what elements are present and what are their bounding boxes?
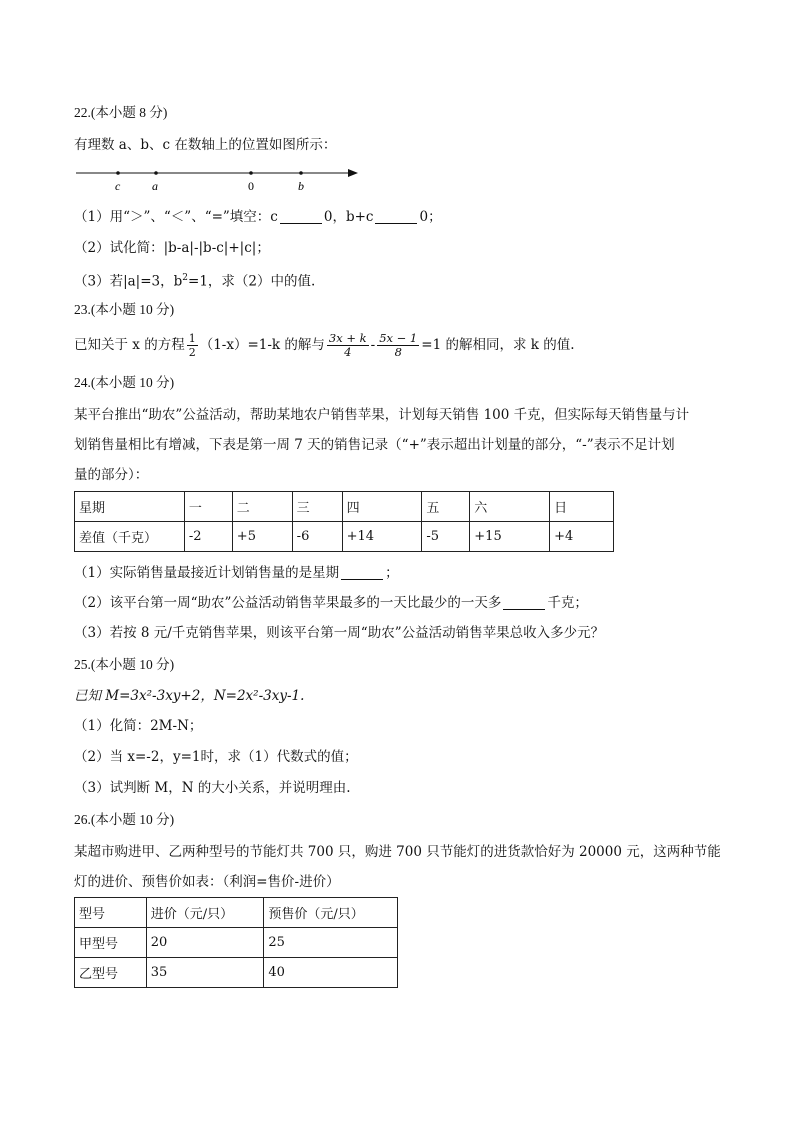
table-cell: 六 bbox=[470, 492, 550, 522]
table-cell: 一 bbox=[184, 492, 232, 522]
q26-para2: 灯的进价、预售价如表：（利润=售价-进价） bbox=[74, 874, 340, 890]
q22-intro: 有理数 a、b、c 在数轴上的位置如图所示： bbox=[74, 137, 337, 153]
table-header-row bbox=[75, 898, 398, 928]
q22-heading: 22.(本小题 8 分) bbox=[74, 105, 168, 120]
q24-para3: 量的部分）： bbox=[74, 467, 149, 483]
point-c bbox=[116, 171, 120, 175]
fraction-half: $\frac{1}{2}$ bbox=[188, 332, 196, 359]
price-table bbox=[74, 897, 398, 988]
q24-part2 bbox=[74, 593, 588, 613]
fraction-5x-1: $\frac{5x - 1}{8}$ bbox=[379, 331, 418, 359]
q23-text-c: =1 的解相同，求 k 的值. bbox=[421, 337, 575, 353]
table-header-row bbox=[75, 492, 614, 522]
point-b bbox=[299, 171, 303, 175]
sales-table bbox=[74, 491, 614, 552]
table-row bbox=[75, 958, 398, 988]
q26-para1: 某超市购进甲、乙两种型号的节能灯共 700 只，购进 700 只节能灯的进货款恰好为 20000 元，这两种节能 bbox=[74, 844, 721, 860]
table-cell: +14 bbox=[342, 522, 422, 552]
answer-blank bbox=[341, 565, 383, 580]
table-cell: 20 bbox=[146, 928, 264, 958]
q22-part1-text-b: 0，b+c bbox=[323, 209, 374, 225]
q25-heading: 25.(本小题 10 分) bbox=[74, 657, 175, 672]
table-cell: 40 bbox=[264, 958, 398, 988]
table-cell: 五 bbox=[422, 492, 470, 522]
label-a: a bbox=[152, 179, 158, 193]
q22-part3-text-a: （3）若|a|=3，b bbox=[74, 273, 183, 290]
q22-part3 bbox=[74, 268, 315, 292]
q23-text-a: 已知关于 x 的方程 bbox=[74, 337, 185, 353]
answer-blank bbox=[280, 209, 322, 224]
table-cell: 三 bbox=[292, 492, 342, 522]
q22-part3-text-b: =1，求（2）中的值. bbox=[188, 273, 316, 290]
table-cell: +4 bbox=[550, 522, 614, 552]
table-cell: +15 bbox=[470, 522, 550, 552]
table-cell: 25 bbox=[264, 928, 398, 958]
q25-given: 已知 M=3x²-3xy+2，N=2x²-3xy-1. bbox=[74, 688, 305, 704]
q22-part1-text-c: 0； bbox=[419, 209, 442, 225]
table-cell: 进价（元/只） bbox=[146, 898, 264, 928]
point-a bbox=[154, 171, 158, 175]
table-cell: -2 bbox=[184, 522, 232, 552]
q22-part3-sup: 2 bbox=[182, 273, 189, 283]
fraction-3x-k: $\frac{3x + k}{4}$ bbox=[328, 331, 367, 359]
q24-part2-text-a: （2）该平台第一周“助农”公益活动销售苹果最多的一天比最少的一天多 bbox=[74, 595, 502, 611]
number-line bbox=[74, 160, 374, 196]
q22-part1-text-a: （1）用“＞”、“＜”、“=”填空：c bbox=[74, 209, 278, 225]
table-cell: 星期 bbox=[75, 492, 185, 522]
q25-part1: （1）化简：2M-N； bbox=[74, 718, 203, 734]
q23-text-b: （1-x）=1-k 的解与 bbox=[199, 337, 325, 353]
q22-part1 bbox=[74, 207, 442, 227]
table-row bbox=[75, 522, 614, 552]
table-cell: 预售价（元/只） bbox=[264, 898, 398, 928]
table-cell: 差值（千克） bbox=[75, 522, 185, 552]
q23-equation bbox=[74, 328, 575, 362]
table-cell: -6 bbox=[292, 522, 342, 552]
table-cell: -5 bbox=[422, 522, 470, 552]
q25-part3: （3）试判断 M，N 的大小关系，并说明理由. bbox=[74, 780, 351, 796]
table-cell: 四 bbox=[342, 492, 422, 522]
table-row bbox=[75, 928, 398, 958]
table-cell: 二 bbox=[232, 492, 292, 522]
q24-heading: 24.(本小题 10 分) bbox=[74, 375, 175, 390]
q22-part2: （2）试化简：|b-a|-|b-c|+|c|； bbox=[74, 240, 270, 256]
q24-para1: 某平台推出“助农”公益活动，帮助某地农户销售苹果，计划每天销售 100 千克，但实际每天销售量与计 bbox=[74, 407, 690, 423]
label-c: c bbox=[115, 179, 121, 193]
answer-blank bbox=[375, 209, 417, 224]
q23-heading: 23.(本小题 10 分) bbox=[74, 302, 175, 317]
table-cell: 35 bbox=[146, 958, 264, 988]
point-zero bbox=[249, 171, 253, 175]
q24-part1-text-b: ； bbox=[385, 565, 399, 581]
table-cell: 乙型号 bbox=[75, 958, 147, 988]
table-cell: 型号 bbox=[75, 898, 147, 928]
label-zero: 0 bbox=[248, 179, 254, 193]
q23-minus: - bbox=[370, 337, 376, 353]
q24-part1 bbox=[74, 563, 399, 583]
q24-para2: 划销售量相比有增减，下表是第一周 7 天的销售记录（“+”表示超出计划量的部分，“-”表示不足计划 bbox=[74, 437, 675, 453]
table-cell: 日 bbox=[550, 492, 614, 522]
q25-part2: （2）当 x=-2，y=1时，求（1）代数式的值； bbox=[74, 749, 358, 765]
answer-blank bbox=[503, 595, 545, 610]
q24-part2-text-b: 千克； bbox=[547, 595, 588, 611]
table-cell: 甲型号 bbox=[75, 928, 147, 958]
q24-part1-text-a: （1）实际销售量最接近计划销售量的是星期 bbox=[74, 565, 340, 581]
table-cell: +5 bbox=[232, 522, 292, 552]
q24-part3: （3）若按 8 元/千克销售苹果，则该平台第一周“助农”公益活动销售苹果总收入多少元？ bbox=[74, 625, 605, 641]
arrow-icon bbox=[348, 169, 358, 177]
label-b: b bbox=[298, 179, 304, 193]
q26-heading: 26.(本小题 10 分) bbox=[74, 812, 175, 827]
